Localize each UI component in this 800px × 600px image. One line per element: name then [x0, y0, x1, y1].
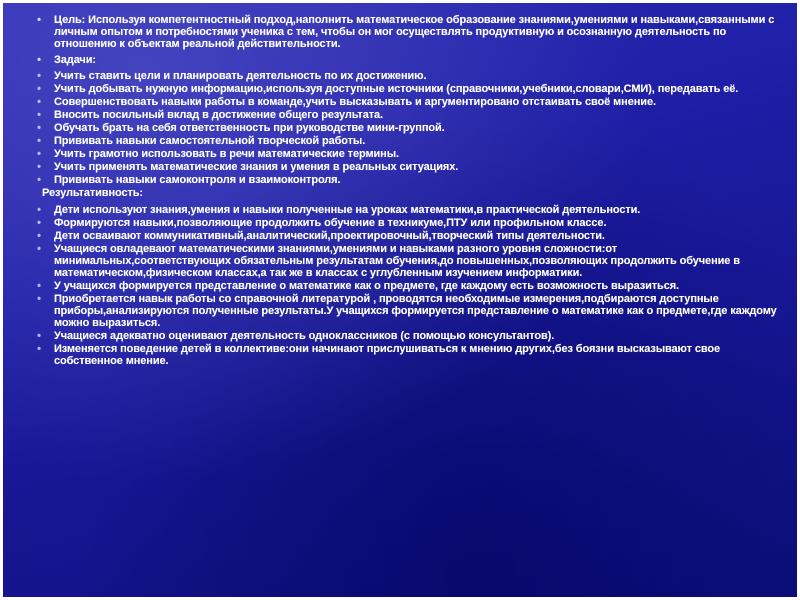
bullet-icon: • — [37, 96, 41, 108]
task-text: Вносить посильный вклад в достижение общего результата. — [54, 109, 383, 121]
bullet-icon: • — [37, 14, 41, 26]
result-text: Дети используют знания,умения и навыки полученные на уроках математики,в практической деятельности. — [54, 204, 641, 216]
bullet-icon: • — [37, 135, 41, 147]
task-item — [33, 161, 781, 173]
task-item — [33, 70, 781, 82]
result-text: Дети осваивают коммуникативный,аналитический,проектировочный,творческий типы деятельности. — [54, 230, 605, 242]
bullet-icon: • — [37, 70, 41, 82]
result-text: Приобретается навык работы со справочной литературой , проводятся необходимые измерения,подбираются доступные приборы,анализируются полученные результаты.У учащихся формируется представление о математике как о предмете,где каждому можно выразиться. — [54, 293, 777, 329]
tasks-heading — [33, 54, 781, 66]
task-item — [33, 135, 781, 147]
bullet-icon: • — [37, 217, 41, 229]
bullet-icon: • — [37, 204, 41, 216]
bullet-icon: • — [37, 161, 41, 173]
task-item — [33, 148, 781, 160]
task-item — [33, 122, 781, 134]
results-heading — [33, 187, 781, 199]
task-text: Обучать брать на себя ответственность при руководстве мини-группой. — [54, 122, 445, 134]
task-text: Совершенствовать навыки работы в команде,учить высказывать и аргументировано отстаивать своё мнение. — [54, 96, 656, 108]
tasks-label: Задачи: — [54, 54, 96, 66]
results-label: Результативность: — [42, 187, 143, 199]
task-item — [33, 96, 781, 108]
result-item — [33, 343, 781, 367]
bullet-icon: • — [37, 109, 41, 121]
slide-content — [33, 14, 781, 368]
result-text: Формируются навыки,позволяющие продолжить обучение в техникуме,ПТУ или профильном классе. — [54, 217, 607, 229]
task-text: Учить применять математические знания и умения в реальных ситуациях. — [54, 161, 459, 173]
bullet-icon: • — [37, 330, 41, 342]
result-item — [33, 243, 781, 279]
result-text: Изменяется поведение детей в коллективе:они начинают прислушиваться к мнению других,без боязни высказывают свое собственное мнение. — [54, 343, 720, 367]
task-text: Учить добывать нужную информацию,используя доступные источники (справочники,учебники,словари,СМИ), передавать её. — [54, 83, 739, 95]
task-text: Прививать навыки самостоятельной творческой работы. — [54, 135, 366, 147]
task-item — [33, 83, 781, 95]
result-item — [33, 293, 781, 329]
task-item — [33, 109, 781, 121]
goal-label: Цель: — [54, 14, 86, 26]
bullet-icon: • — [37, 343, 41, 355]
result-item — [33, 280, 781, 292]
slide-background — [3, 3, 797, 597]
result-item — [33, 230, 781, 242]
bullet-icon: • — [37, 293, 41, 305]
result-text: Учащиеся овладевают математическими знаниями,умениями и навыками разного уровня сложности:от минимальных,соответствующих обязательным результатам обучения,до повышенных,позволяющих продолжить обучение в математическом,физическом классах,а так же в классах с углубленным изучением информатики. — [54, 243, 740, 279]
goal-item — [33, 14, 781, 50]
bullet-icon: • — [37, 280, 41, 292]
result-text: У учащихся формируется представление о математике как о предмете, где каждому есть возможность выразиться. — [54, 280, 680, 292]
bullet-icon: • — [37, 122, 41, 134]
result-item — [33, 204, 781, 216]
bullet-icon: • — [37, 243, 41, 255]
result-item — [33, 217, 781, 229]
bullet-icon: • — [37, 83, 41, 95]
result-item — [33, 330, 781, 342]
task-text: Учить грамотно использовать в речи математические термины. — [54, 148, 399, 160]
task-text: Прививать навыки самоконтроля и взаимоконтроля. — [54, 174, 341, 186]
bullet-icon: • — [37, 54, 41, 66]
bullet-icon: • — [37, 174, 41, 186]
result-text: Учащиеся адекватно оценивают деятельность одноклассников (с помощью консультантов). — [54, 330, 555, 342]
task-item — [33, 174, 781, 186]
bullet-icon: • — [37, 230, 41, 242]
task-text: Учить ставить цели и планировать деятельность по их достижению. — [54, 70, 427, 82]
bullet-icon: • — [37, 148, 41, 160]
goal-text: Используя компетентностный подход,наполнить математическое образование знаниями,умениями и навыками,связанными с личным опытом и потребностями ученика с тем, чтобы он мог осуществлять продуктивную и осознанную деятельность по отношению к объектам реальной действительности. — [54, 14, 775, 50]
